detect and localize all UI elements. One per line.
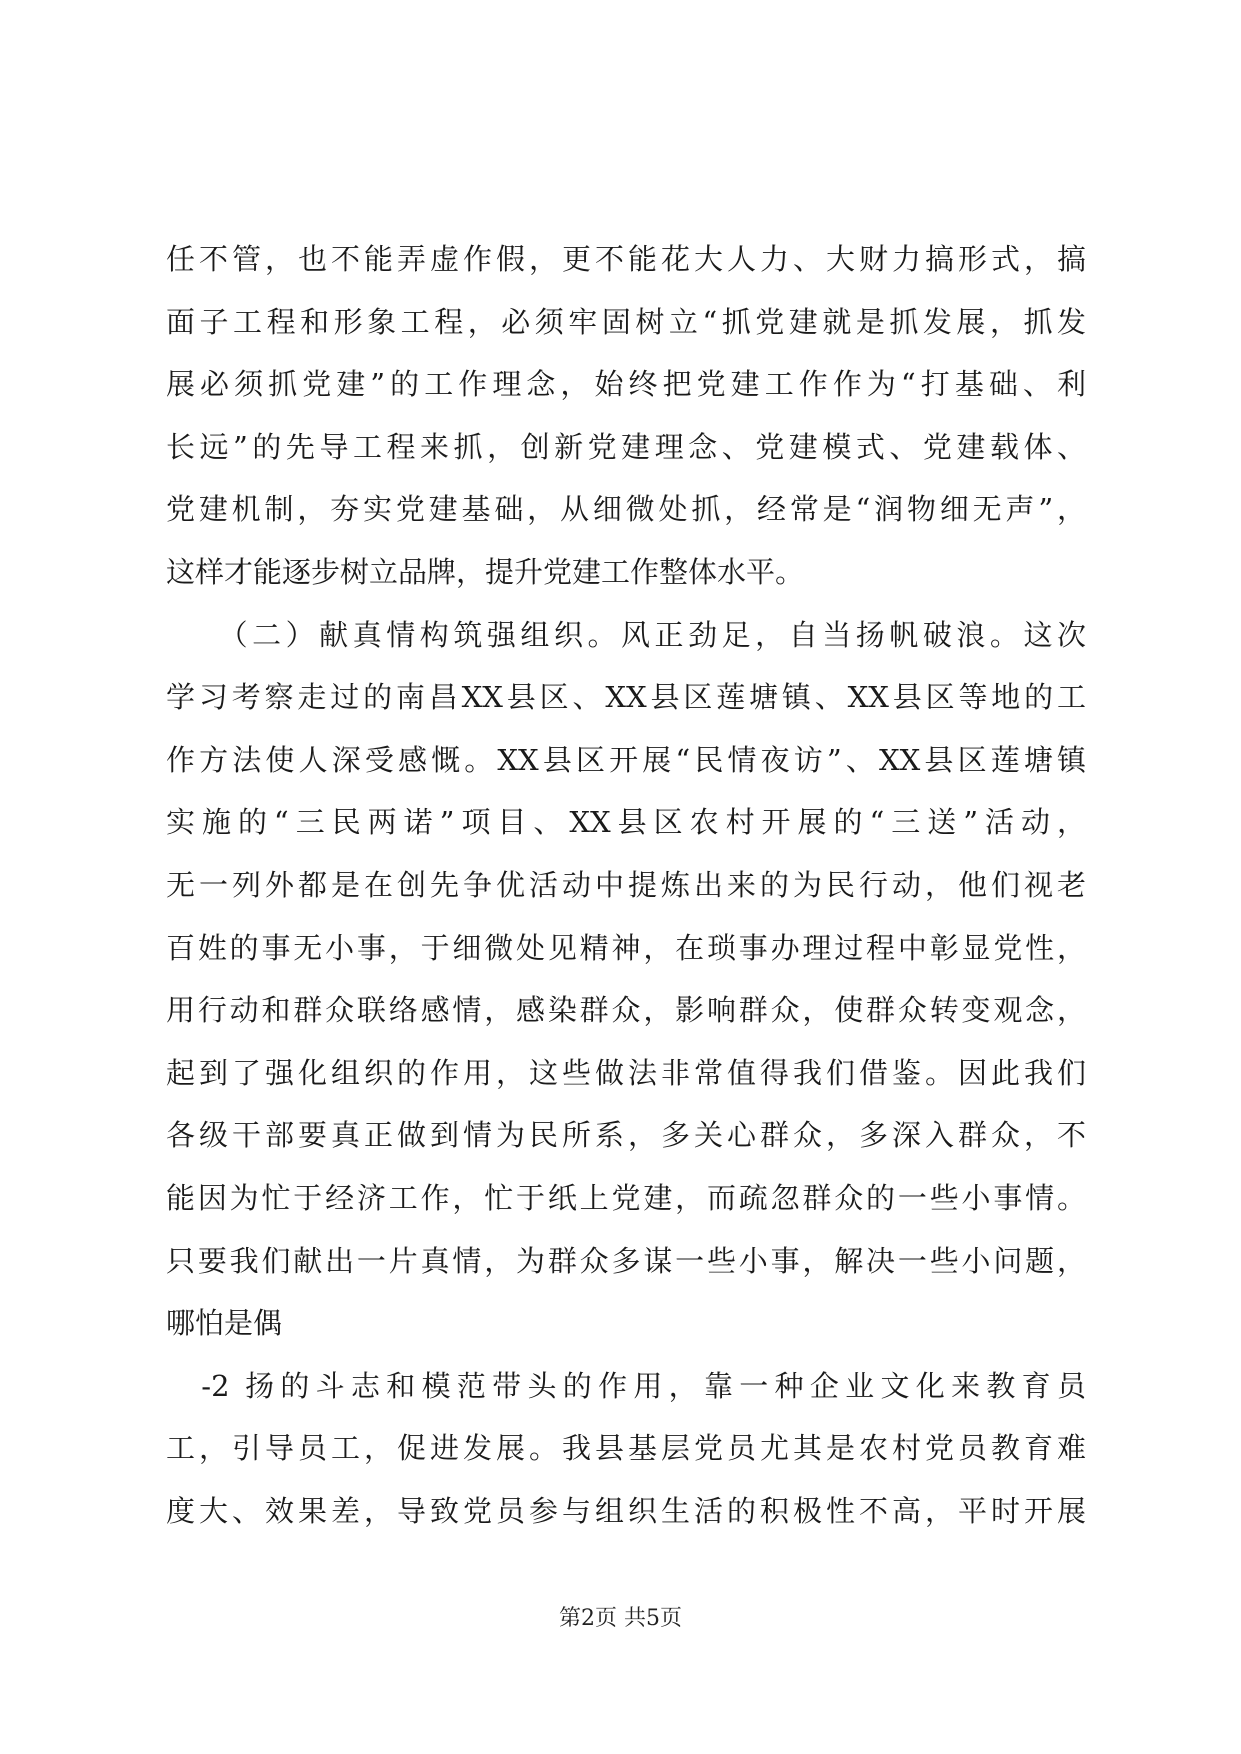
text-line: 只要我们献出一片真情，为群众多谋一些小事，解决一些小问题， <box>166 1243 1086 1278</box>
text-line: 长远”的先导工程来抓，创新党建理念、党建模式、党建载体、 <box>166 429 1086 464</box>
text-line: （二）献真情构筑强组织。风正劲足，自当扬帆破浪。这次 <box>166 617 1086 652</box>
text-line: 起到了强化组织的作用，这些做法非常值得我们借鉴。因此我们 <box>166 1055 1086 1090</box>
text-line: 任不管，也不能弄虚作假，更不能花大人力、大财力搞形式，搞 <box>166 242 1086 276</box>
page-footer: 第2页 共5页 <box>559 1606 682 1631</box>
text-line: 用行动和群众联络感情，感染群众，影响群众，使群众转变观念， <box>166 993 1086 1028</box>
text-line: 面子工程和形象工程，必须牢固树立“抓党建就是抓发展，抓发 <box>166 304 1086 339</box>
text-line: 能因为忙于经济工作，忙于纸上党建，而疏忽群众的一些小事情。 <box>166 1180 1086 1215</box>
text-line: 各级干部要真正做到情为民所系，多关心群众，多深入群众，不 <box>166 1118 1086 1153</box>
text-line: 度大、效果差，导致党员参与组织生活的积极性不高，平时开展 <box>166 1493 1086 1528</box>
text-line: 工，引导员工，促进发展。我县基层党员尤其是农村党员教育难 <box>166 1431 1086 1466</box>
text-line: 实施的“三民两诺”项目、XX县区农村开展的“三送”活动， <box>166 805 1086 840</box>
text-line: 学习考察走过的南昌XX县区、XX县区莲塘镇、XX县区等地的工 <box>166 680 1086 715</box>
text-line: 无一列外都是在创先争优活动中提炼出来的为民行动，他们视老 <box>166 867 1086 902</box>
text-line: 党建机制，夯实党建基础，从细微处抓，经常是“润物细无声”， <box>166 492 1086 527</box>
text-line: 作方法使人深受感慨。XX县区开展“民情夜访”、XX县区莲塘镇 <box>166 742 1086 777</box>
text-line: 展必须抓党建”的工作理念，始终把党建工作作为“打基础、利 <box>166 367 1086 402</box>
text-line: 百姓的事无小事，于细微处见精神，在琐事办理过程中彰显党性， <box>166 930 1086 965</box>
text-line: 哪怕是偶 <box>166 1306 283 1341</box>
body-text <box>166 228 1086 1542</box>
text-line: 这样才能逐步树立品牌，提升党建工作整体水平。 <box>166 554 805 589</box>
text-line: -2 扬的斗志和模范带头的作用，靠一种企业文化来教育员 <box>166 1368 1086 1403</box>
